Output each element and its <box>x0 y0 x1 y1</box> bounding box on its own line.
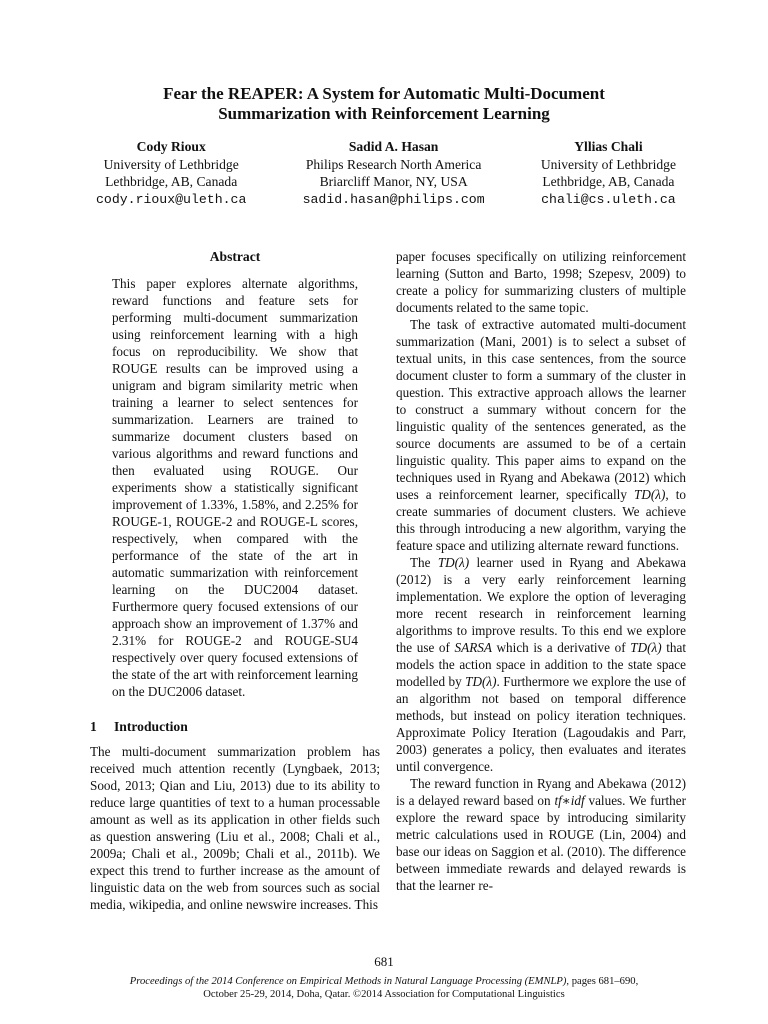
left-column <box>90 248 380 913</box>
text-run: The <box>410 555 431 570</box>
proceedings-pages: , pages 681–690, <box>566 976 639 987</box>
author-location: Briarcliff Manor, NY, USA <box>319 174 468 190</box>
paper-title <box>60 84 708 124</box>
paragraph-1: paper focuses specifically on utilizing reinforcement learning (Sutton and Barto, 1998; Szepesv, 2009) to create a policy for summarizing clusters of multiple documents related to the same topic. <box>396 249 686 315</box>
author-affiliation: University of Lethbridge <box>540 156 676 172</box>
math-tf-idf: tf∗idf <box>554 793 585 808</box>
text-run: values. We further explore the reward space by introducing similarity metric calculations used in ROUGE (Lin, 2004) and base our ideas on Saggion et al. (2010). The difference between immediate rewards and delayed rewards is that the learner re- <box>396 793 687 893</box>
author-1 <box>96 138 246 208</box>
text-run: learner used in Ryang and Abekawa (2012) is a very early reinforcement learning implementation. We explore the option of leveraging more recent research in reinforcement learning algorithms to improve results. To this end we explore the use of <box>396 555 686 655</box>
abstract-heading: Abstract <box>209 249 261 264</box>
author-email: chali@cs.uleth.ca <box>541 191 676 207</box>
author-affiliation: Philips Research North America <box>305 156 482 172</box>
author-affiliation: University of Lethbridge <box>103 156 239 172</box>
author-block <box>96 138 676 208</box>
math-td-lambda: TD(λ) <box>634 487 666 502</box>
intro-paragraph: The multi-document summarization problem has received much attention recently (Lyngbaek, 2013; Sood, 2013; Qian and Liu, 2013) due to its ability to reduce large quantities of text to a human processable amount as well as its application in other fields such as question answering (Liu et al., 2008; Chali et al., 2009a; Chali et al., 2009b; Chali et al., 2011b). We expect this trend to further increase as the amount of linguistic data on the web from sources such as social media, wikipedia, and online newswire increases. This <box>90 744 380 912</box>
author-name: Yllias Chali <box>574 139 643 154</box>
title-line-2: Summarization with Reinforcement Learning <box>218 104 550 123</box>
paragraph-3 <box>396 554 686 775</box>
author-name: Cody Rioux <box>136 139 206 154</box>
section-number: 1 <box>90 719 97 734</box>
math-td-lambda: TD(λ) <box>630 640 662 655</box>
author-2 <box>303 138 485 208</box>
footer-line-1 <box>40 976 728 989</box>
math-td-lambda: TD(λ) <box>437 555 470 570</box>
section-title: Introduction <box>114 719 188 734</box>
right-column <box>396 248 686 894</box>
paragraph-2 <box>396 316 686 554</box>
proceedings-footer <box>40 976 728 1001</box>
author-3 <box>541 138 676 208</box>
text-run: , to create summaries of document clusters. We achieve this through introducing a new algorithm, varying the feature space and utilizing alternate reward functions. <box>396 487 687 553</box>
section-heading-introduction <box>90 718 380 735</box>
author-email: cody.rioux@uleth.ca <box>96 191 247 207</box>
math-sarsa: SARSA <box>454 640 492 655</box>
author-location: Lethbridge, AB, Canada <box>105 174 238 190</box>
math-td-lambda: TD(λ) <box>465 674 497 689</box>
text-run: that models the action space in addition to the state space modelled by <box>396 640 686 689</box>
proceedings-title: Proceedings of the 2014 Conference on Empirical Methods in Natural Language Processing (EMNLP) <box>129 976 567 987</box>
text-run: which is a derivative of <box>496 640 626 655</box>
text-run: The task of extractive automated multi-document summarization (Mani, 2001) is to select a subset of textual units, in this case sentences, from the source document cluster to form a summary of the cluster in question. This extractive approach allows the learner to construct a summary without concern for the linguistic quality of the sentences generated, as the source documents are assumed to be of a certain linguistic quality. This paper aims to expand on the techniques used in Ryang and Abekawa (2012) which uses a reinforcement learner, specifically <box>396 317 686 502</box>
text-run: The reward function in Ryang and Abekawa (2012) is a delayed reward based on <box>396 776 686 808</box>
author-email: sadid.hasan@philips.com <box>302 191 485 207</box>
abstract-text: This paper explores alternate algorithms, reward functions and feature sets for performing multi-document summarization using reinforcement learning with a high focus on reproducibility. We show that ROUGE results can be improved using a unigram and bigram similarity metric when training a learner to select sentences for summarization. Learners are trained to summarize document clusters based on various algorithms and reward functions and then evaluated using ROUGE. Our experiments show a statistically significant improvement of 1.33%, 1.58%, and 2.25% for ROUGE-1, ROUGE-2 and ROUGE-L scores, respectively, when compared with the performance of the state of the art in automatic summarization with reinforcement learning on the DUC2004 dataset. Furthermore query focused extensions of our approach show an improvement of 1.37% and 2.31% for ROUGE-2 and ROUGE-SU4 respectively over query focused extensions of the state of the art with reinforcement learning on the DUC2006 dataset. <box>112 276 358 699</box>
text-run: . Furthermore we explore the use of an algorithm not based on temporal difference methods, but instead on policy iteration techniques. Approximate Policy Iteration (Lagoudakis and Parr, 2003) generates a policy, then evaluates and iterates until convergence. <box>396 674 687 774</box>
page-number: 681 <box>374 954 394 969</box>
author-name: Sadid A. Hasan <box>348 139 439 154</box>
paragraph-4 <box>396 775 686 894</box>
title-line-1: Fear the REAPER: A System for Automatic Multi-Document <box>163 84 605 103</box>
footer-line-2: October 25-29, 2014, Doha, Qatar. ©2014 Association for Computational Linguistics <box>203 988 565 1000</box>
author-location: Lethbridge, AB, Canada <box>542 174 675 190</box>
